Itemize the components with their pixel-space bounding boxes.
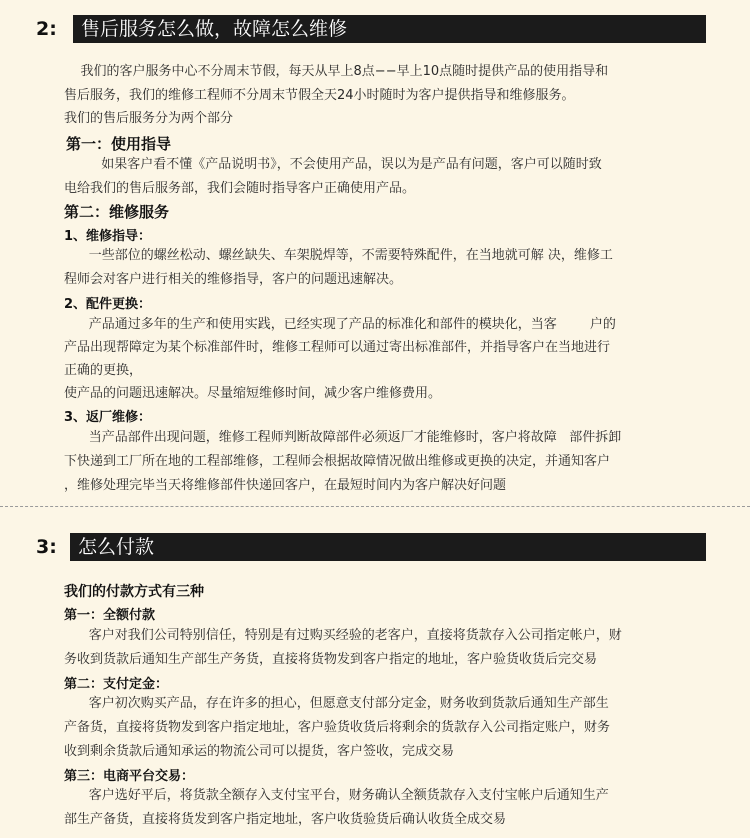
- section-title: 怎么付款: [78, 536, 155, 558]
- item-heading: 3、返厂维修：: [64, 410, 152, 425]
- paragraph-line: ，维修处理完毕当天将维修部件快递回客户，在最短时间内为客户解决好问题: [64, 478, 507, 493]
- section-number: 3:: [36, 536, 57, 558]
- paragraph-line: 一些部位的螺丝松动、螺丝缺失、车架脱焊等，不需要特殊配件，在当地就可解 决，维修工: [64, 248, 613, 263]
- paragraph-line: 务收到货款后通知生产部生产务货，直接将货物发到客户指定的地址，客户验货收货后完交易: [64, 652, 598, 667]
- paragraph-line: 使产品的问题迅速解决。尽量缩短维修时间，减少客户维修费用。: [64, 386, 442, 401]
- paragraph-line: 当产品部件出现问题，维修工程师判断故障部件必须返厂才能维修时，客户将故障 部件拆卸: [64, 430, 622, 445]
- paragraph-line: 客户选好平后，将货款全额存入支付宝平台，财务确认全额货款存入支付宝帐户后通知生产: [64, 788, 609, 803]
- section-number: 2:: [36, 18, 57, 40]
- paragraph-line: 收到剩余货款后通知承运的物流公司可以提货，客户签收，完成交易: [64, 744, 455, 759]
- paragraph-line: 客户初次购买产品，存在许多的担心，但愿意支付部分定金，财务收到货款后通知生产部生: [64, 696, 609, 711]
- section-title-bar: [70, 533, 706, 561]
- paragraph-line: 产备货，直接将货物发到客户指定地址，客户验货收货后将剩余的货款存入公司指定账户，财务: [64, 720, 611, 735]
- section-title-bar: [73, 15, 706, 43]
- paragraph-line: 产品出现帮障定为某个标准部件时，维修工程师可以通过寄出标准部件，并指导客户在当地进行: [64, 340, 611, 355]
- paragraph-line: 客户对我们公司特别信任，特别是有过购买经验的老客户，直接将货款存入公司指定帐户，财: [64, 628, 622, 643]
- part-heading: 第一：使用指导: [66, 135, 172, 153]
- item-heading: 2、配件更换：: [64, 297, 152, 312]
- paragraph-line: 售后服务，我们的维修工程师不分周末节假全天24小时随时为客户提供指导和维修服务。: [64, 88, 575, 103]
- section-divider: [0, 506, 750, 507]
- paragraph-line: 程师会对客户进行相关的维修指导，客户的问题迅速解决。: [64, 272, 403, 287]
- section-3-header: [0, 530, 750, 564]
- paragraph-line: 下快递到工厂所在地的工程部维修，工程师会根据故障情况做出维修或更换的决定，并通知客户: [64, 454, 611, 469]
- section-title: 售后服务怎么做，故障怎么维修: [81, 18, 348, 40]
- part-heading: 第二：维修服务: [64, 203, 170, 221]
- paragraph-line: 部生产备货，直接将货发到客户指定地址，客户收货验货后确认收货全成交易: [64, 812, 507, 827]
- item-heading: 1、维修指导：: [64, 229, 152, 244]
- paragraph-line: 我们的售后服务分为两个部分: [64, 111, 234, 126]
- payment-method-heading: 第一：全额付款: [64, 608, 156, 623]
- paragraph-line: 正确的更换，: [64, 363, 143, 378]
- paragraph-line: 产品通过多年的生产和使用实践，已经实现了产品的标准化和部件的模块化，当客 户的: [64, 317, 616, 332]
- payment-method-heading: 第三：电商平台交易：: [64, 769, 195, 784]
- paragraph-line: 我们的客户服务中心不分周末节假，每天从早上8点−−早上10点随时提供产品的使用指导和: [64, 64, 609, 79]
- paragraph-line: 电给我们的售后服务部，我们会随时指导客户正确使用产品。: [64, 181, 416, 196]
- payment-intro: 我们的付款方式有三种: [64, 584, 204, 600]
- paragraph-line: 如果客户看不懂《产品说明书》，不会使用产品，误以为是产品有问题，客户可以随时致: [64, 157, 602, 172]
- section-2-header: [0, 12, 750, 46]
- payment-method-heading: 第二：支付定金：: [64, 677, 169, 692]
